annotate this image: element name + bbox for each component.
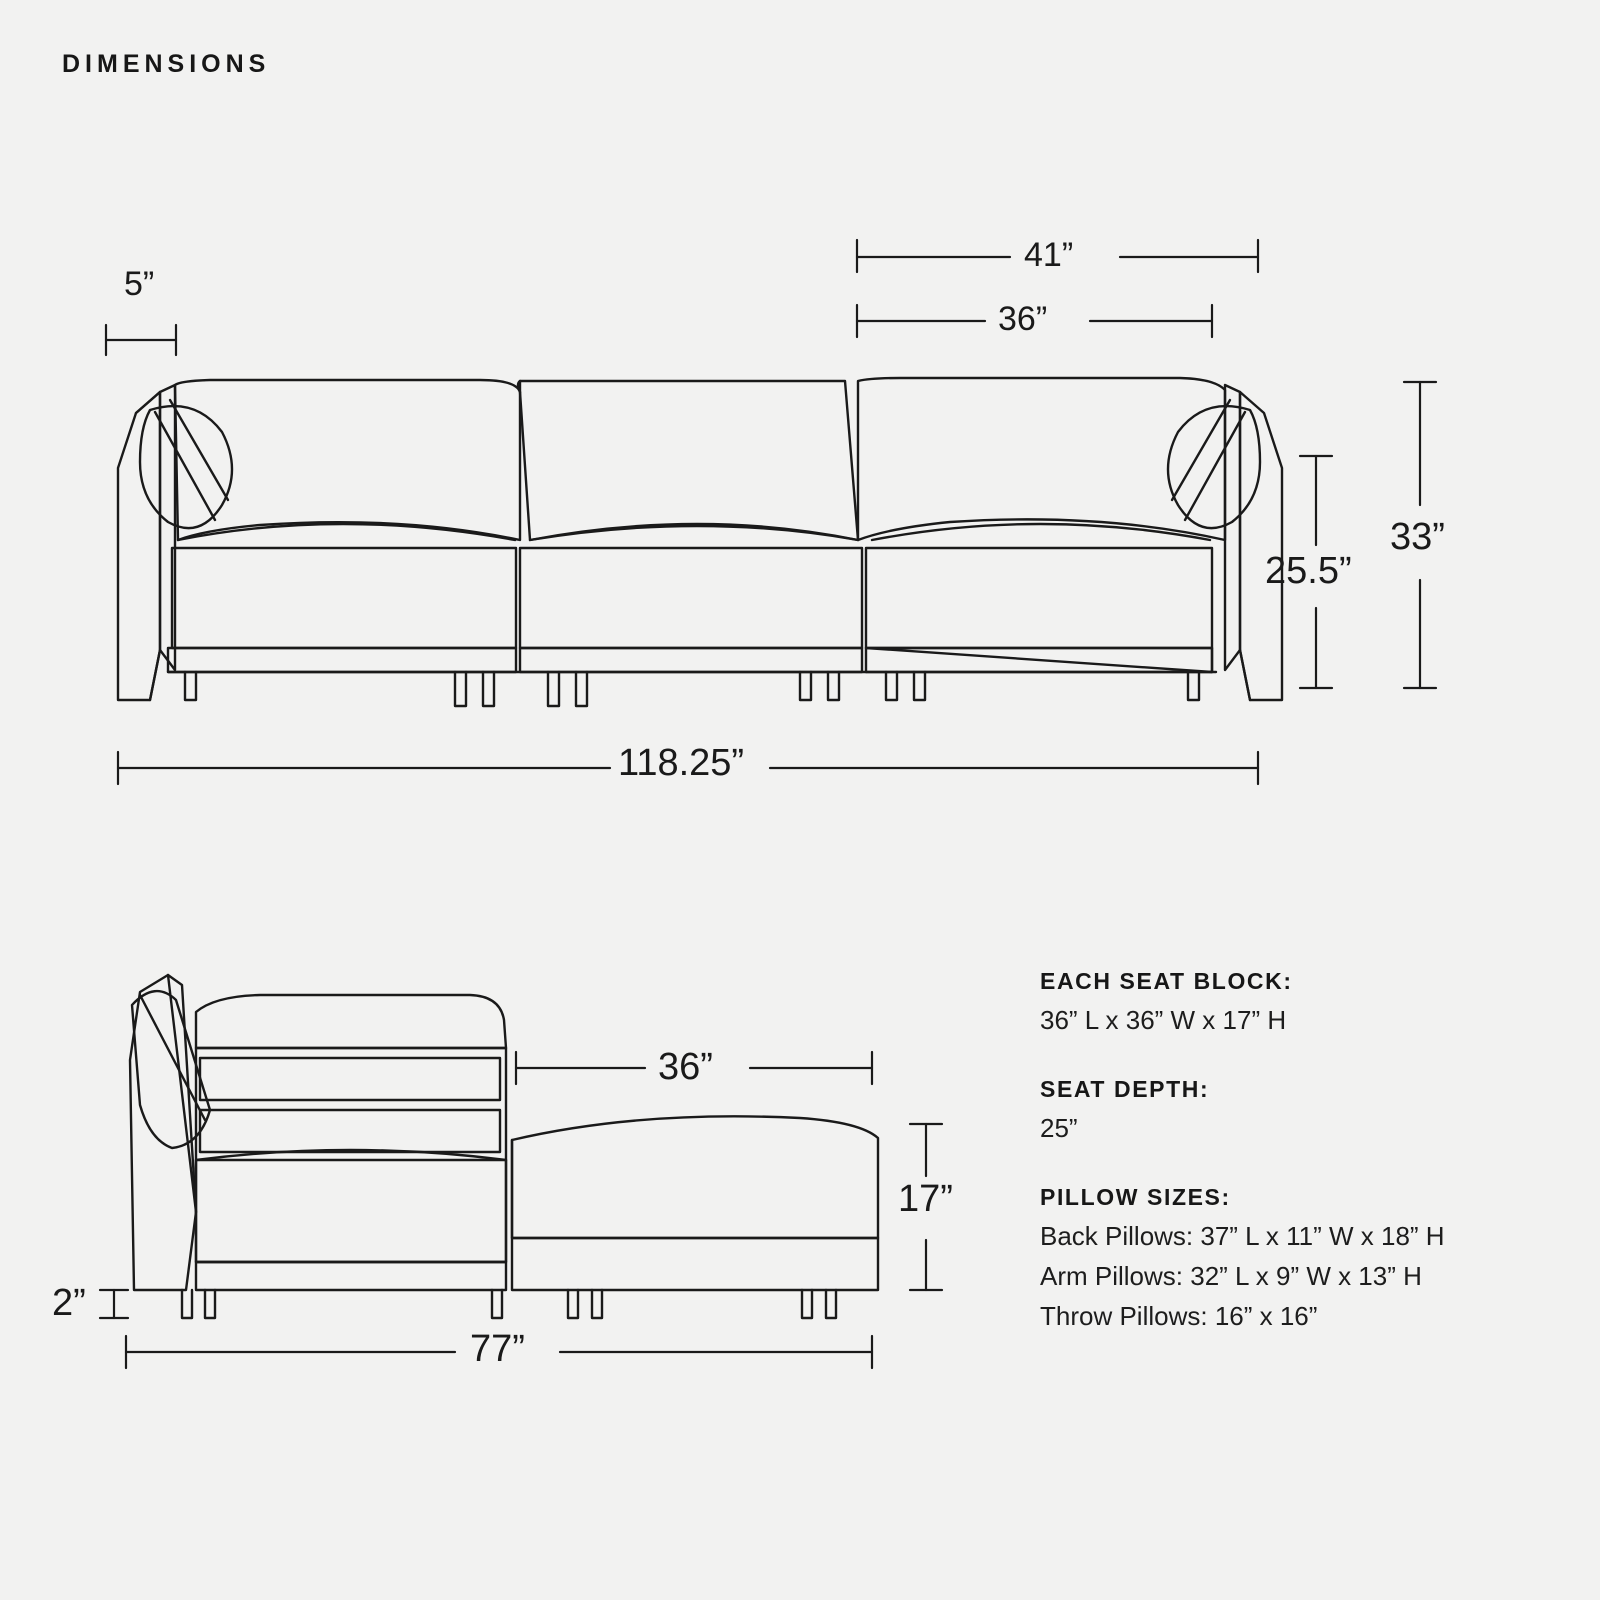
dim-label-ottoman-depth: 36” [658, 1046, 713, 1088]
dim-label-leg-height: 2” [52, 1282, 86, 1324]
front-view-sofa [118, 378, 1282, 706]
page-title: DIMENSIONS [62, 50, 271, 78]
spec-group-seat-depth [1040, 1076, 1560, 1144]
spec-value-seat-depth: 25” [1040, 1113, 1078, 1143]
spec-heading-pillow-sizes: PILLOW SIZES: [1040, 1184, 1231, 1210]
spec-value-back-pillows: Back Pillows: 37” L x 11” W x 18” H [1040, 1221, 1445, 1251]
spec-list [1040, 968, 1560, 1341]
front-view-dimension-lines [106, 240, 1436, 784]
dim-label-seat-height: 17” [898, 1178, 953, 1220]
dim-label-seat-back-height: 25.5” [1265, 550, 1352, 592]
spec-value-arm-pillows: Arm Pillows: 32” L x 9” W x 13” H [1040, 1261, 1422, 1291]
dim-label-overall-width: 118.25” [618, 742, 745, 784]
dim-label-overall-depth: 77” [470, 1328, 525, 1370]
spec-value-seat-block: 36” L x 36” W x 17” H [1040, 1005, 1287, 1035]
dim-label-module-overall-width: 41” [1024, 236, 1074, 274]
dim-label-arm-width: 5” [124, 265, 155, 303]
side-view-sofa-ottoman [130, 975, 878, 1318]
spec-group-pillow-sizes [1040, 1184, 1560, 1332]
spec-heading-seat-block: EACH SEAT BLOCK: [1040, 968, 1293, 994]
spec-group-seat-block [1040, 968, 1560, 1036]
spec-value-throw-pillows: Throw Pillows: 16” x 16” [1040, 1301, 1318, 1331]
dim-label-overall-height: 33” [1390, 516, 1445, 558]
spec-heading-seat-depth: SEAT DEPTH: [1040, 1076, 1210, 1102]
dim-label-module-seat-width: 36” [998, 300, 1048, 338]
